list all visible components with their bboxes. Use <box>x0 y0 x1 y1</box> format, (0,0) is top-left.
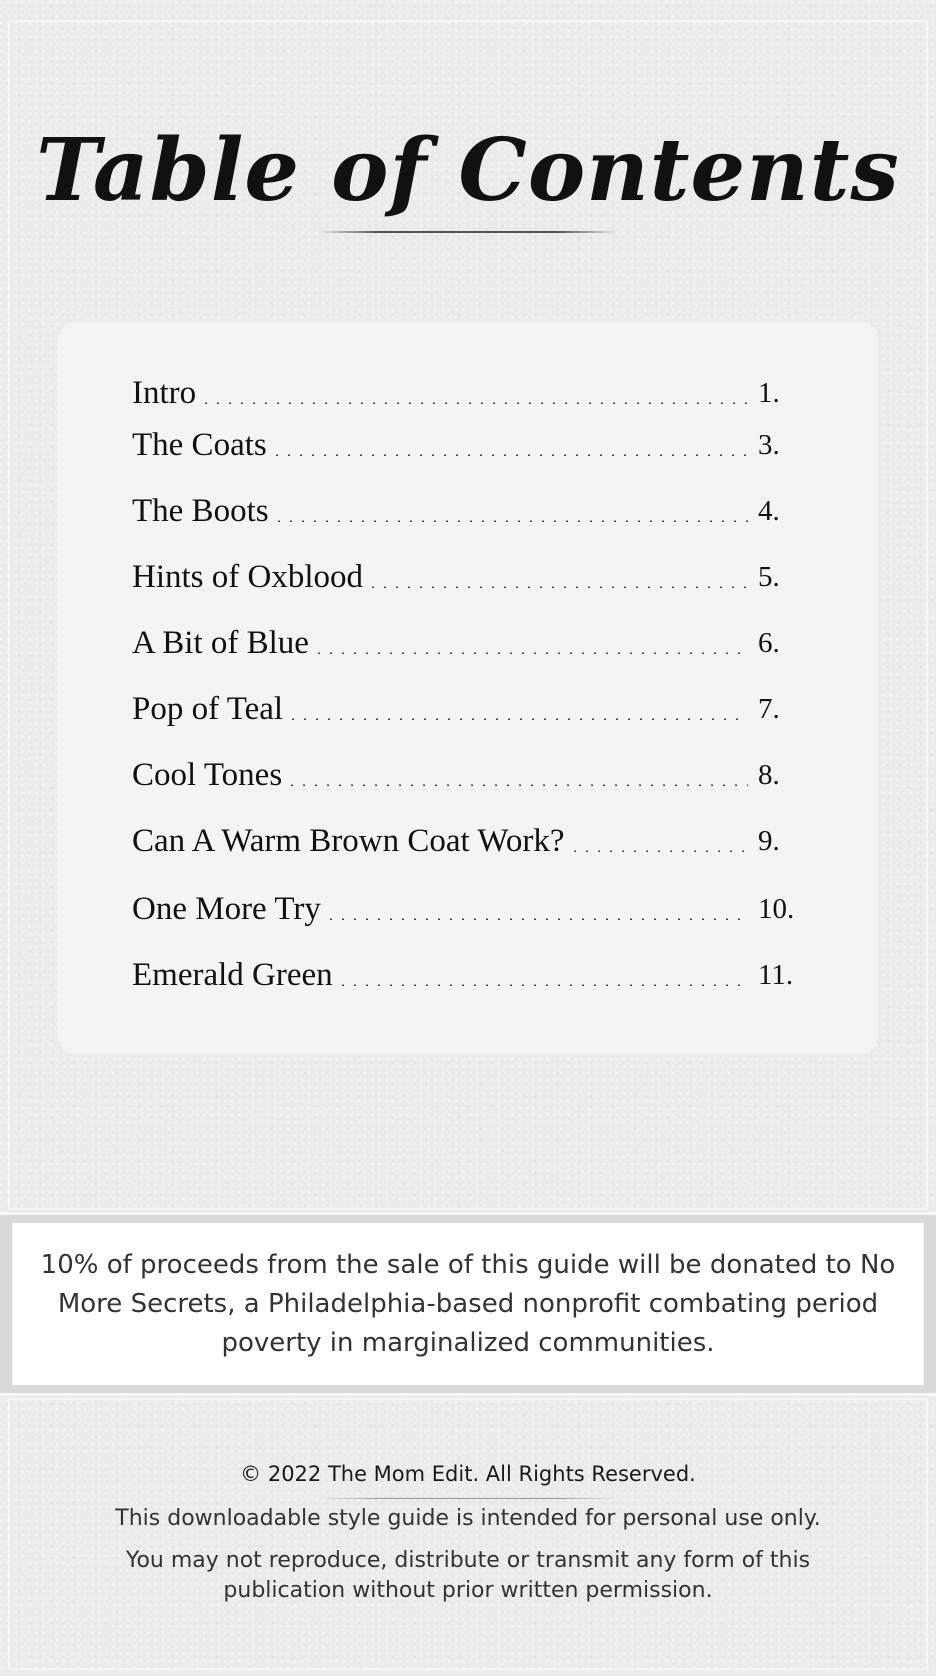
dot-leader <box>313 652 748 654</box>
donation-notice-box <box>12 1223 924 1385</box>
toc-entry-title: Pop of Teal <box>132 691 284 727</box>
toc-entry-title: Intro <box>132 375 197 411</box>
donation-notice-band <box>0 1212 936 1396</box>
toc-page-number: 1. <box>758 377 780 409</box>
toc-row-a-bit-of-blue[interactable] <box>132 618 812 662</box>
toc-row-emerald-green[interactable] <box>132 950 812 994</box>
toc-row-cool-tones[interactable] <box>132 750 812 794</box>
toc-page-number: 3. <box>758 429 780 461</box>
toc-page-number: 4. <box>758 495 780 527</box>
dot-leader <box>367 586 748 588</box>
toc-row-warm-brown-coat[interactable] <box>132 816 812 860</box>
toc-entry-title: The Boots <box>132 493 269 529</box>
toc-entry-title: Cool Tones <box>132 757 283 793</box>
dot-leader <box>271 454 748 456</box>
copyright-line: © 2022 The Mom Edit. All Rights Reserved. <box>240 1462 696 1486</box>
toc-page-number: 6. <box>758 627 780 659</box>
usage-notice: This downloadable style guide is intended for personal use only. <box>115 1506 821 1531</box>
toc-page-number: 11. <box>758 959 794 991</box>
dot-leader <box>337 984 748 986</box>
toc-row-pop-of-teal[interactable] <box>132 684 812 728</box>
toc-row-one-more-try[interactable] <box>132 884 812 928</box>
toc-card <box>58 322 878 1054</box>
dot-leader <box>286 784 748 786</box>
dot-leader <box>200 402 748 404</box>
toc-row-the-coats[interactable] <box>132 420 812 464</box>
dot-leader <box>569 850 748 852</box>
toc-entry-title: Hints of Oxblood <box>132 559 363 595</box>
toc-entry-title: The Coats <box>132 427 267 463</box>
page-title: Table of Contents <box>36 120 900 221</box>
rights-notice: You may not reproduce, distribute or transmit any form of this publication without prior written permission. <box>125 1548 811 1603</box>
copyright-divider <box>318 1498 618 1499</box>
donation-notice-text: 10% of proceeds from the sale of this guide will be donated to No More Secrets, a Philadelphia-based nonprofit combating period poverty in marginalized communities. <box>40 1249 896 1358</box>
toc-page-number: 8. <box>758 759 780 791</box>
toc-row-the-boots[interactable] <box>132 486 812 530</box>
toc-page-number: 10. <box>758 893 795 925</box>
toc-entry-title: Can A Warm Brown Coat Work? <box>132 823 565 859</box>
toc-row-intro[interactable] <box>132 368 812 412</box>
toc-page-number: 5. <box>758 561 780 593</box>
dot-leader <box>287 718 748 720</box>
dot-leader <box>325 918 748 920</box>
title-underline <box>318 231 618 233</box>
toc-page-number: 7. <box>758 693 780 725</box>
toc-list <box>58 322 878 1054</box>
toc-entry-title: Emerald Green <box>132 957 333 993</box>
dot-leader <box>273 520 748 522</box>
toc-row-hints-of-oxblood[interactable] <box>132 552 812 596</box>
toc-entry-title: A Bit of Blue <box>132 625 309 661</box>
toc-page-number: 9. <box>758 825 780 857</box>
toc-entry-title: One More Try <box>132 891 321 927</box>
page-border-bottom <box>8 1398 928 1670</box>
